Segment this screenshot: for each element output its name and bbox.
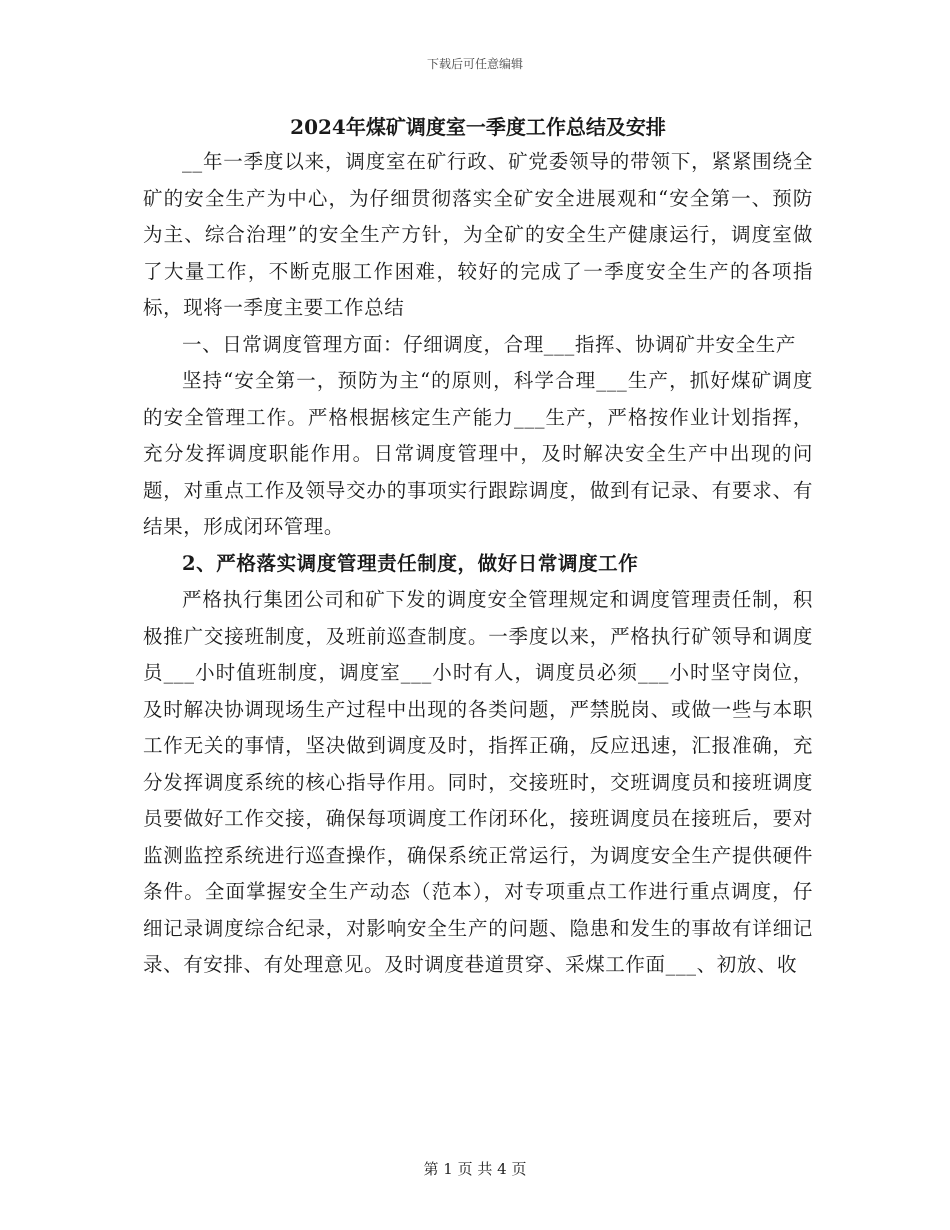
paragraph-section-1-heading: 一、日常调度管理方面：仔细调度，合理___指挥、协调矿井安全生产 xyxy=(182,332,796,356)
paragraph-intro: __年一季度以来，调度室在矿行政、矿党委领导的带领下，紧紧围绕全矿的安全生产为中心，为仔细贯彻落实全矿安全进展观和“安全第一、预防为主、综合治理”的安全生产方针，为全矿的安全生产健康运行，调度室做了大量工作，不断克服工作困难，较好的完成了一季度安全生产的各项指标，现将一季度主要工作总结 xyxy=(143,150,813,319)
page-header-note: 下载后可任意编辑 xyxy=(426,57,523,71)
page-footer-number: 第 1 页 共 4 页 xyxy=(423,1160,527,1178)
paragraph-section-2-body: 严格执行集团公司和矿下发的调度安全管理规定和调度管理责任制，积极推广交接班制度，及班前巡查制度。一季度以来，严格执行矿领导和调度员___小时值班制度，调度室___小时有人，调度员必须___小时坚守岗位，及时解决协调现场生产过程中出现的各类问题，严禁脱岗、或做一些与本职工作无关的事情，坚决做到调度及时，指挥正确，反应迅速，汇报准确，充分发挥调度系统的核心指导作用。同时，交接班时，交班调度员和接班调度员要做好工作交接，确保每项调度工作闭环化，接班调度员在接班后，要对监测监控系统进行巡查操作，确保系统正常运行，为调度安全生产提供硬件条件。全面掌握安全生产动态（范本），对专项重点工作进行重点调度，仔细记录调度综合纪录，对影响安全生产的问题、隐患和发生的事故有详细记录、有安排、有处理意见。及时调度巷道贯穿、采煤工作面___、初放、收 xyxy=(143,588,813,976)
paragraph-section-2-heading: 2、严格落实调度管理责任制度，做好日常调度工作 xyxy=(182,551,639,575)
document-body xyxy=(143,110,813,984)
document-title: 2024年煤矿调度室一季度工作总结及安排 xyxy=(290,115,666,139)
paragraph-section-1-body: 坚持“安全第一，预防为主“的原则，科学合理___生产，抓好煤矿调度的安全管理工作。严格根据核定生产能力___生产，严格按作业计划指挥，充分发挥调度职能作用。日常调度管理中，及时解决安全生产中出现的问题，对重点工作及领导交办的事项实行跟踪调度，做到有记录、有要求、有结果，形成闭环管理。 xyxy=(143,369,813,538)
